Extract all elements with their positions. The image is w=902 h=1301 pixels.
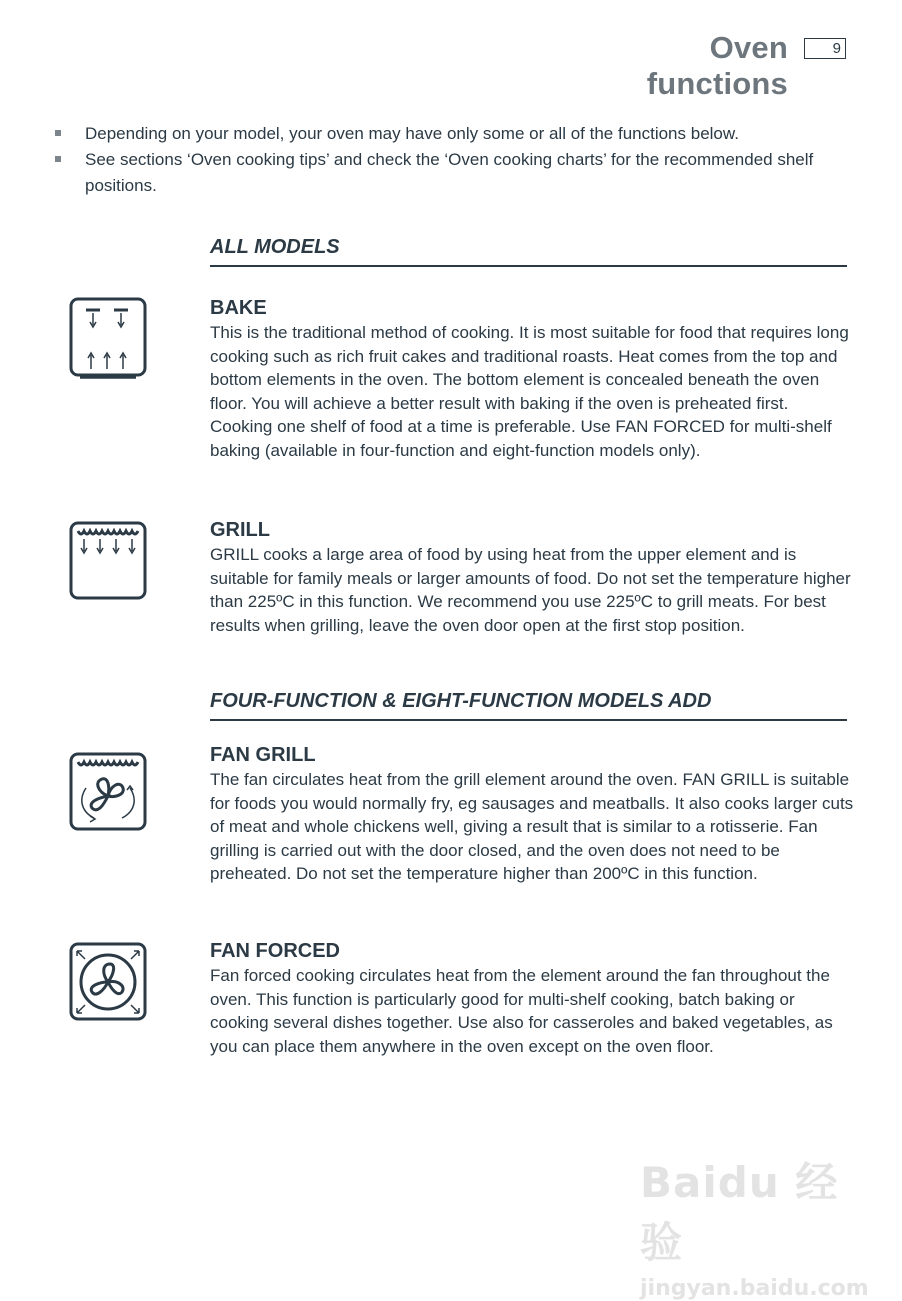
function-fan-forced bbox=[210, 939, 855, 1058]
section-heading-all-models: ALL MODELS bbox=[210, 233, 847, 267]
page-number: 9 bbox=[804, 38, 846, 59]
bullet-text: Depending on your model, your oven may have only some or all of the functions below. bbox=[85, 124, 739, 143]
section-heading-four-eight-function: FOUR-FUNCTION & EIGHT-FUNCTION MODELS ADD bbox=[210, 687, 847, 721]
function-title: GRILL bbox=[210, 519, 270, 541]
bake-icon bbox=[68, 297, 148, 386]
bullet-square-icon bbox=[55, 130, 61, 136]
function-description: The fan circulates heat from the grill element around the oven. FAN GRILL is suitable for foods you would normally fry, eg sausages and meatballs. It also cooks larger cuts of meat and whole chickens well, giving a result that is similar to a rotisserie. Fan grilling is carried out with the door closed, and the oven does not need to be preheated. Do not set the temperature higher than 200ºC in this function. bbox=[210, 770, 854, 884]
bullet-square-icon bbox=[55, 156, 61, 162]
page-title: Oven functions bbox=[646, 30, 788, 101]
grill-icon bbox=[68, 521, 148, 606]
fan-grill-icon bbox=[68, 752, 148, 837]
intro-bullet-list bbox=[54, 121, 854, 199]
function-grill bbox=[210, 518, 855, 637]
function-bake bbox=[210, 296, 855, 463]
function-description: Fan forced cooking circulates heat from the element around the fan throughout the oven. This function is particularly good for multi-shelf cooking, batch baking or cooking several dishes together. Use also for casseroles and baked vegetables, as you can place them anywhere in the oven except on the oven floor. bbox=[210, 966, 833, 1056]
bullet-item bbox=[54, 121, 854, 147]
bullet-item bbox=[54, 147, 854, 199]
function-description: GRILL cooks a large area of food by using heat from the upper element and is suitable for family meals or larger amounts of food. Do not set the temperature higher than 225ºC in this function. We recommend you use 225ºC to grill meats. For best results when grilling, leave the oven door open at the first stop position. bbox=[210, 545, 851, 635]
watermark bbox=[640, 1150, 869, 1301]
watermark-url: jingyan.baidu.com bbox=[640, 1276, 869, 1301]
function-description: This is the traditional method of cooking. It is most suitable for food that requires long cooking such as rich fruit cakes and traditional roasts. Heat comes from the top and bottom elements in the oven. The bottom element is concealed beneath the oven floor. You will achieve a better result with baking if the oven is preheated first. Cooking one shelf of food at a time is preferable. Use FAN FORCED for multi-shelf baking (available in four-function and eight-function models only). bbox=[210, 323, 849, 460]
bullet-text: See sections ‘Oven cooking tips’ and check the ‘Oven cooking charts’ for the recommended shelf positions. bbox=[85, 150, 814, 195]
fan-forced-icon bbox=[68, 942, 148, 1027]
watermark-logo: Baidu 经验 bbox=[640, 1158, 839, 1267]
function-fan-grill bbox=[210, 743, 855, 886]
function-title: BAKE bbox=[210, 297, 267, 319]
function-title: FAN GRILL bbox=[210, 744, 316, 766]
function-title: FAN FORCED bbox=[210, 940, 340, 962]
